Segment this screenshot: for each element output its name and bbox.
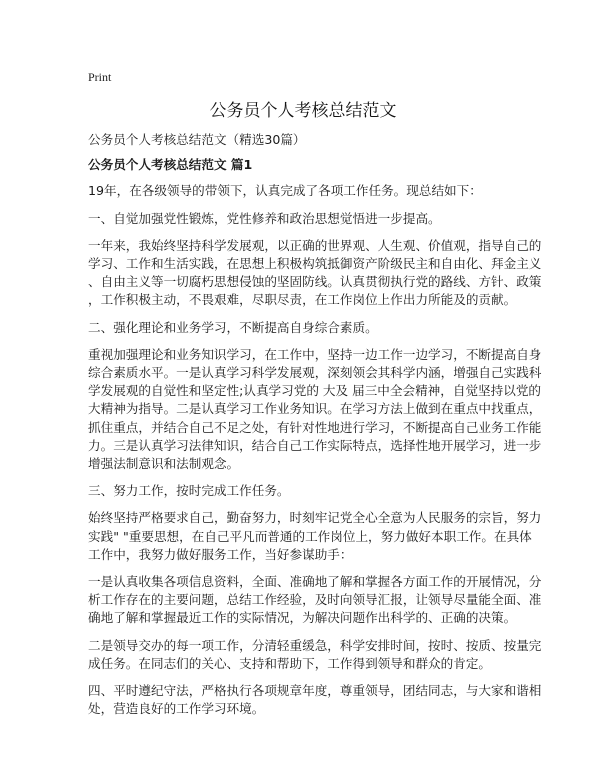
- paragraph-line: 学发展观的自觉性和坚定性;认真学习党的 大及 届三中全会精神，自觉坚持以党的: [88, 383, 542, 399]
- paragraph-line: 增强法制意识和法制观念。: [88, 456, 240, 472]
- paragraph: [88, 346, 542, 473]
- document-title: 公务员个人考核总结范文: [209, 101, 397, 121]
- paragraph-line: 确地了解和掌握最近工作的实际情况，为解决问题作出科学的、正确的决策。: [88, 610, 517, 626]
- paragraph-line: 四、平时遵纪守法，严格执行各项规章年度，尊重领导，团结同志，与大家和谐相: [88, 683, 542, 699]
- paragraph-line: ，工作积极主动，不畏艰难，尽职尽责，在工作岗位上作出力所能及的贡献。: [88, 292, 517, 308]
- paragraph-line: 实践" "重要思想，在自己平凡而普通的工作岗位上，努力做好本职工作。在具体: [88, 528, 532, 544]
- paragraph-line: 综合素质水平。一是认真学习科学发展观，深刻领会其科学内涵，增强自己实践科: [88, 365, 542, 381]
- paragraph-line: 一、自觉加强党性锻炼，党性修养和政治思想觉悟进一步提高。: [88, 210, 441, 226]
- paragraph-line: 一年来，我始终坚持科学发展观，以正确的世界观、人生观、价值观，指导自己的: [88, 237, 542, 253]
- paragraph-list: [88, 182, 542, 718]
- paragraph-line: 二是领导交办的每一项工作，分清轻重缓急，科学安排时间，按时、按质、按量完: [88, 637, 542, 653]
- paragraph-line: 学习、工作和生活实践，在思想上积极构筑抵御资产阶级民主和自由化、拜金主义: [88, 256, 542, 272]
- paragraph: [88, 319, 518, 337]
- document-body: [88, 131, 542, 727]
- paragraph-line: 成任务。在同志们的关心、支持和帮助下，工作得到领导和群众的肯定。: [88, 655, 491, 671]
- paragraph-line: 工作中，我努力做好服务工作，当好参谋助手：: [88, 546, 353, 562]
- paragraph: [88, 509, 542, 564]
- paragraph-line: 一是认真收集各项信息资料，全面、准确地了解和掌握各方面工作的开展情况，分: [88, 574, 542, 590]
- paragraph-line: 重视加强理论和业务知识学习，在工作中，坚持一边工作一边学习，不断提高自身: [88, 346, 542, 362]
- paragraph: [88, 682, 542, 718]
- paragraph-line: 始终坚持严格要求自己，勤奋努力，时刻牢记党全心全意为人民服务的宗旨，努力: [88, 510, 542, 526]
- paragraph-line: 抓住重点，并结合自己不足之处，有针对性地进行学习，不断提高自己业务工作能: [88, 419, 542, 435]
- paragraph-line: 处，营造良好的工作学习环境。: [88, 701, 265, 717]
- paragraph: [88, 637, 542, 673]
- paragraph-line: 19年，在各级领导的带领下，认真完成了各项工作任务。现总结如下：: [88, 183, 482, 199]
- paragraph-line: 力。三是认真学习法律知识，结合自己工作实际特点，选择性地开展学习，进一步: [88, 437, 542, 453]
- paragraph: [88, 182, 518, 200]
- paragraph-line: 二、强化理论和业务学习，不断提高自身综合素质。: [88, 319, 378, 335]
- print-link[interactable]: Print: [88, 70, 112, 84]
- paragraph: [88, 237, 542, 310]
- document-subtitle: 公务员个人考核总结范文（精选30篇）: [88, 132, 306, 147]
- paragraph-line: 三、努力工作，按时完成工作任务。: [88, 483, 290, 499]
- paragraph-line: 析工作存在的主要问题，总结工作经验，及时向领导汇报，让领导尽量能全面、准: [88, 592, 542, 608]
- section-heading: 公务员个人考核总结范文 篇1: [88, 157, 253, 173]
- paragraph: [88, 482, 518, 500]
- paragraph-line: 、自由主义等一切腐朽思想侵蚀的坚固防线。认真贯彻执行党的路线、方针、政策: [88, 274, 542, 290]
- paragraph-line: 大精神为指导。二是认真学习工作业务知识。在学习方法上做到在重点中找重点，: [88, 401, 542, 417]
- paragraph: [88, 573, 542, 628]
- paragraph: [88, 210, 518, 228]
